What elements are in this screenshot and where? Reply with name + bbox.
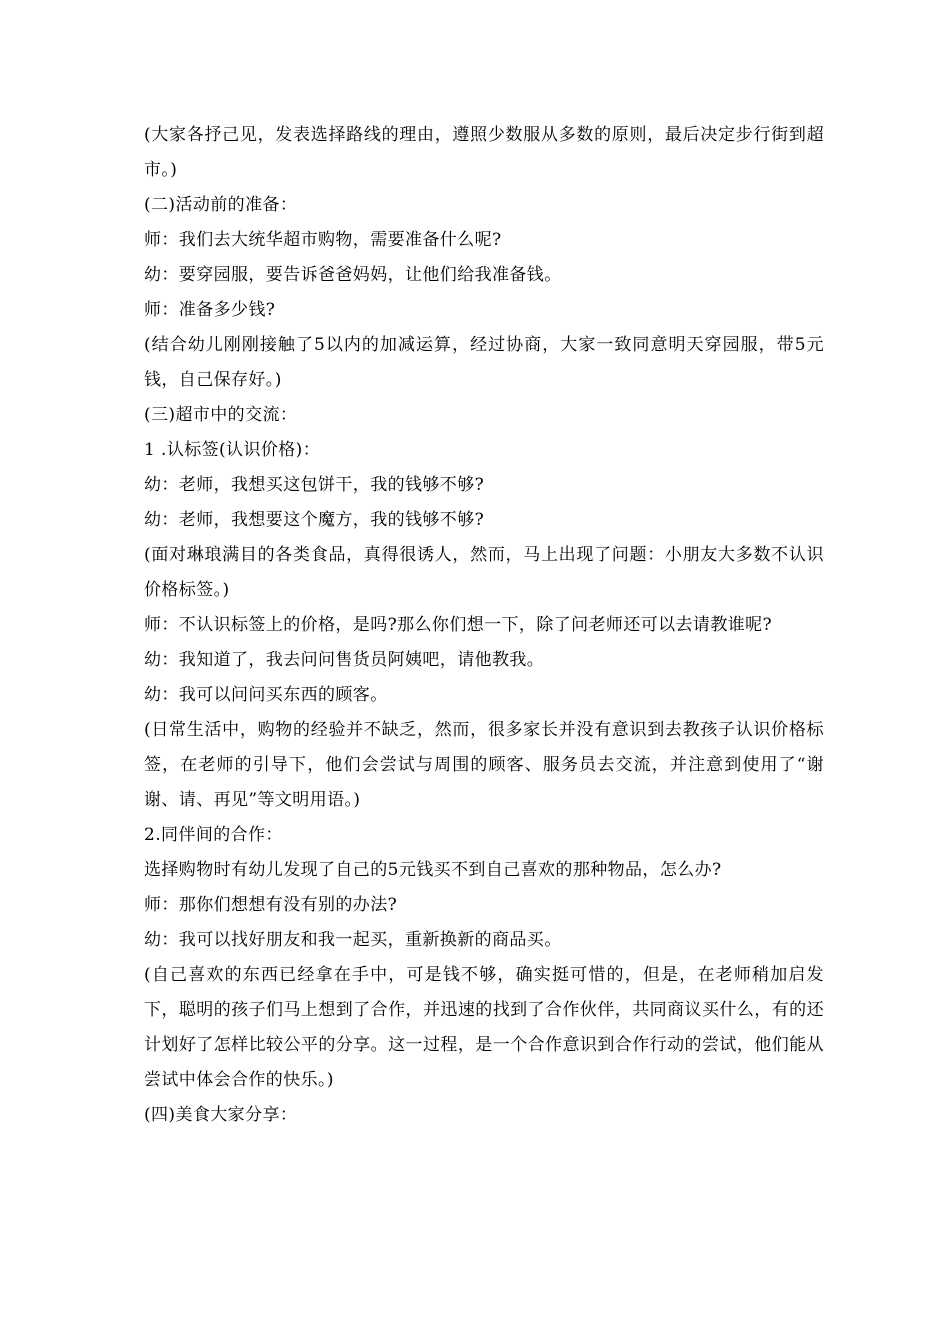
dialogue-line: 师：准备多少钱?	[144, 300, 276, 320]
dialogue-line: 师：我们去大统华超市购物，需要准备什么呢?	[144, 230, 502, 250]
section-heading-supermarket: (三)超市中的交流：	[144, 405, 298, 425]
section-heading-preparation: (二)活动前的准备：	[144, 195, 298, 215]
subheading-cooperation: 2.同伴间的合作：	[144, 825, 283, 845]
paragraph-cooperation-problem: 选择购物时有幼儿发现了自己的5元钱买不到自己喜欢的那种物品，怎么办?	[144, 860, 722, 880]
dialogue-line: 师：不认识标签上的价格，是吗?那么你们想一下，除了问老师还可以去请教谁呢?	[144, 615, 773, 635]
dialogue-line: 幼：老师，我想要这个魔方，我的钱够不够?	[144, 510, 485, 530]
dialogue-line: 幼：要穿园服，要告诉爸爸妈妈，让他们给我准备钱。	[144, 265, 562, 285]
dialogue-line: 幼：我知道了，我去问问售货员阿姨吧，请他教我。	[144, 650, 545, 670]
paragraph-money-note: (结合幼儿刚刚接触了5以内的加减运算，经过协商，大家一致同意明天穿园服，带5元钱，自己保存好。)	[144, 335, 824, 390]
paragraph-cooperation-note: (自己喜欢的东西已经拿在手中，可是钱不够，确实挺可惜的，但是，在老师稍加启发下，聪明的孩子们马上想到了合作，并迅速的找到了合作伙伴，共同商议买什么，有的还计划好了怎样比较公平的分享。这一过程，是一个合作意识到合作行动的尝试，他们能从尝试中体会合作的快乐。)	[144, 965, 824, 1090]
dialogue-line: 幼：我可以问问买东西的顾客。	[144, 685, 388, 705]
section-heading-sharing: (四)美食大家分享：	[144, 1105, 298, 1125]
paragraph-route-discussion: (大家各抒己见，发表选择路线的理由，遵照少数服从多数的原则，最后决定步行街到超市。)	[144, 125, 824, 180]
dialogue-line: 幼：老师，我想买这包饼干，我的钱够不够?	[144, 475, 485, 495]
document-page	[144, 118, 824, 1133]
dialogue-line: 幼：我可以找好朋友和我一起买，重新换新的商品买。	[144, 930, 562, 950]
subheading-price-tags: 1 .认标签(认识价格)：	[144, 440, 321, 460]
dialogue-line: 师：那你们想想有没有别的办法?	[144, 895, 398, 915]
paragraph-price-tag-note: (面对琳琅满目的各类食品，真得很诱人，然而，马上出现了问题：小朋友大多数不认识价格标签。)	[144, 545, 824, 600]
paragraph-daily-life-note: (日常生活中，购物的经验并不缺乏，然而，很多家长并没有意识到去教孩子认识价格标签，在老师的引导下，他们会尝试与周围的顾客、服务员去交流，并注意到使用了“谢谢、请、再见”等文明用语。)	[144, 720, 824, 810]
